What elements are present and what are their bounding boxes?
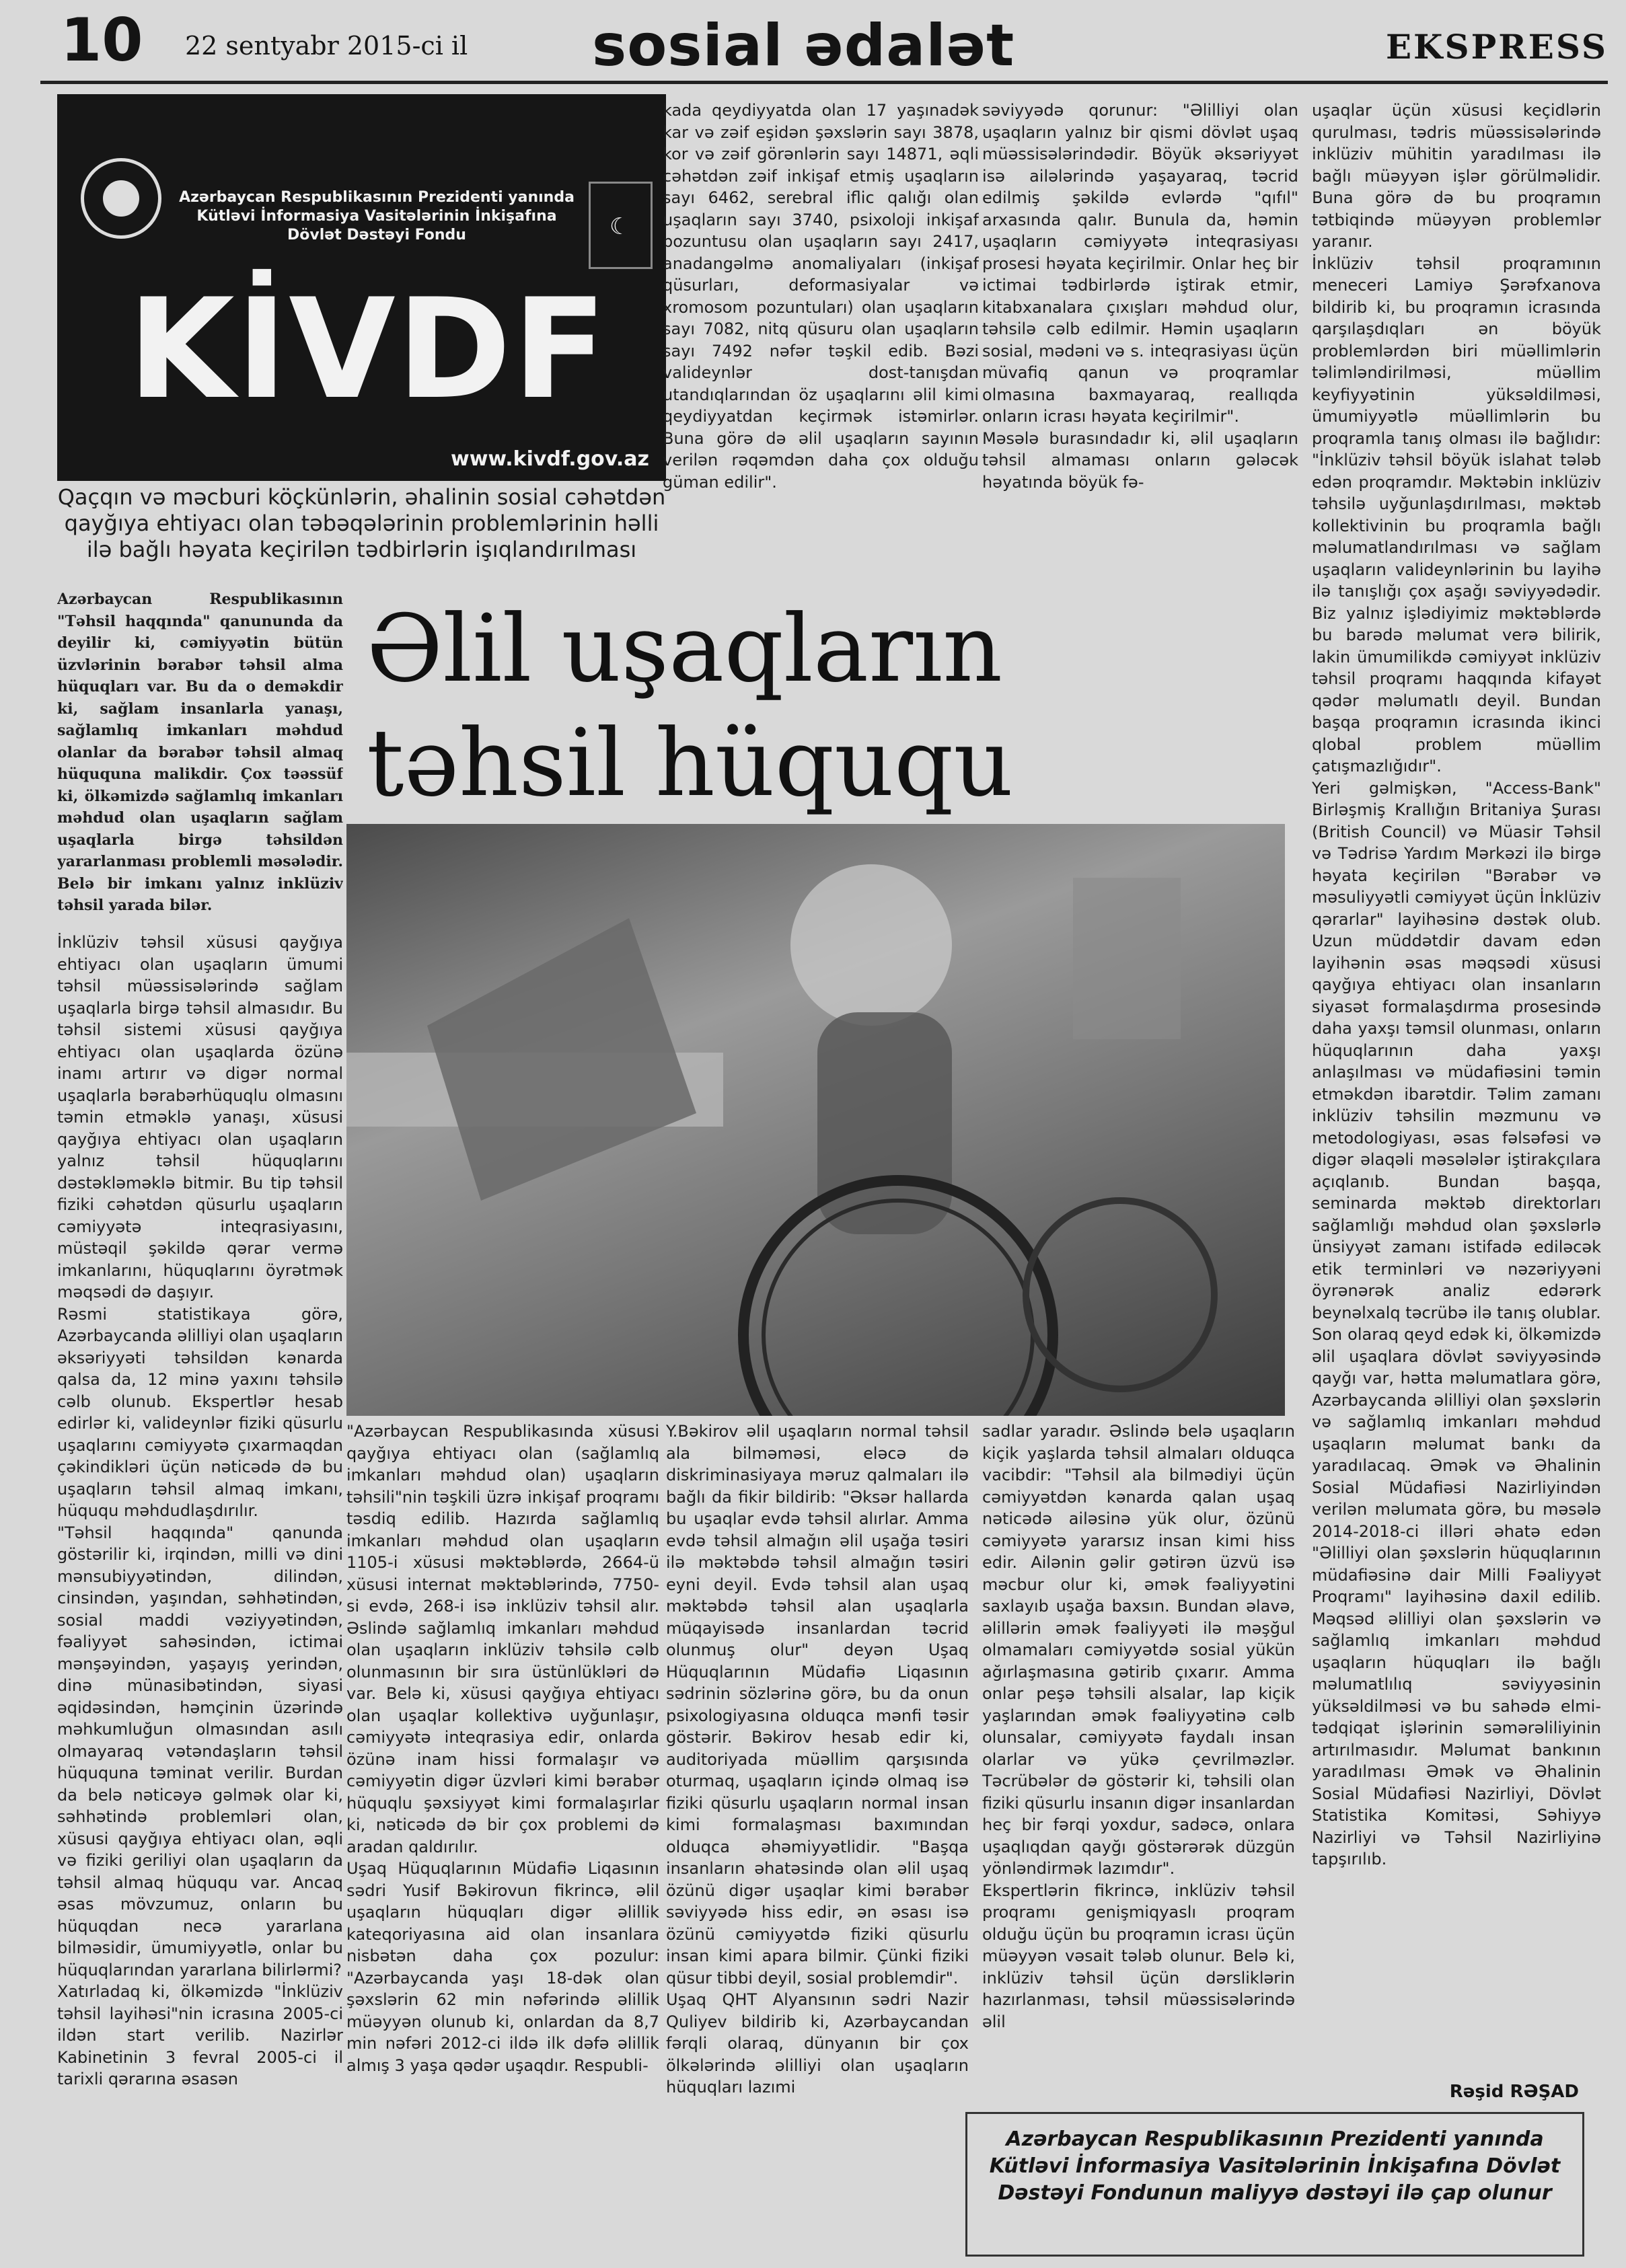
article-column-3b-bottom: sadlar yaradır. Əslində belə uşaqların kiçik yaşlarda təhsil almaları olduqca vacibdir: "Təhsil ala bilmədiyi üçün cəmiyyətdən kənarda qalan uşaq nəticədə ailəsinə yük olur, özünü cəmiyyətə yararsız insan kimi hiss edir. Ailənin gəlir gətirən üzvü isə məcbur olur ki, əmək fəaliyyətini saxlayıb uşağa baxsın. Bundan əlavə, əlillərin əmək fəaliyyəti ilə məşğul olmamaları cəmiyyətdə sosial yükün ağırlaşmasına gətirib çıxarır. Amma onlar peşə təhsili alsalar, lap kiçik yaşlarından əmək fəaliyyətinə cəlb olunsalar, cəmiyyətə faydalı insan olarlar və yükə çevrilməzlər. Təcrübələr də göstərir ki, təhsili olan fiziki qüsurlu insanın digər insanlardan heç bir fərqi yoxdur, sadəcə, onlara uşaqlıqdan qayğı göstərərək düzgün yönləndirmək lazımdır". Ekspertlərin fikrincə, inklüziv təhsil proqramı genişmiqyaslı proqram olduğu üçün bu proqramın icrası üçün müəyyən vəsait tələb olunur. Belə ki, inklüziv təhsil üçün dərsliklərin hazırlanması, təhsil müəssisələrində əlil — [982, 1422, 1295, 2031]
sponsor-org-line2: Kütləvi İnformasiya Vasitələrinin İnkişafına — [196, 208, 557, 225]
article-column-1: İnklüziv təhsil xüsusi qayğıya ehtiyacı olan uşaqların ümumi təhsil müəssisələrində sağlam uşaqlarla birgə təhsil almasıdır. Bu təhsil sistemi xüsusi qayğıya ehtiyacı olan uşaqlarda özünə inamı artırır və digər normal uşaqlarla bərabərhüquqlu olmasını təmin etməklə yanaşı, xüsusi qayğıya ehtiyacı olan uşaqların yalnız təhsil hüquqlarını dəstəkləməklə bitmir. Bu tip təhsil fiziki cəhətdən qüsurlu uşaqların cəmiyyətə inteqrasiyasını, müstəqil şəkildə qərar vermə imkanlarını, hüquqlarını öyrətmək məqsədi də daşıyır. Rəsmi statistikaya görə, Azərbaycanda əlilliyi olan uşaqların əksəriyyəti təhsildən kənarda qalsa da, 12 minə yaxını təhsilə cəlb olunub. Ekspertlər hesab edirlər ki, valideynlər fiziki qüsurlu uşaqlarını cəmiyyətə çıxarmaqdan çəkindikləri üçün nəticədə də bu uşaqların təhsil almaq imkanı, hüququ məhdudlaşdırılır. "Təhsil haqqında" qanunda göstərilir ki, irqindən, milli və dini mənsubiyyətindən, dilindən, cinsindən, yaşından, səhhətindən, sosial maddi vəziyyətindən, fəaliyyət sahəsindən, ictimai mənşəyindən, yaşayış yerindən, dinə münasibətindən, siyasi əqidəsindən, həmçinin üzərində məhkumluğun olmasından asılı olmayaraq vətəndaşların təhsil hüququna təminat verilir. Burdan da belə nəticəyə gəlmək olar ki, səhhətində problemləri olan, xüsusi qayğıya ehtiyacı olan, əqli və fiziki geriliyi olan uşaqların da təhsil almaq hüququ var. Ancaq əsas mövzumuz, onların bu hüquqdan necə yararlana bilməsidir, ümumiyyətlə, onlar bu hüquqlarından yararlana bilirlərmi? Xatırladaq ki, ölkəmizdə "İnklüziv təhsil layihəsi"nin icrasına 2005-ci ildən start verilib. Nazirlər Kabinetinin 3 fevral 2005-ci il tarixli qərarına əsasən — [57, 933, 343, 2088]
flag-icon: ☾ — [589, 182, 653, 269]
article-column-4: uşaqlar üçün xüsusi keçidlərin qurulması, tədris müəssisələrində inklüziv mühitin yaradılması ilə bağlı müəyyən işlər görülməlidir. Buna görə də bu proqramın tətbiqində müəyyən problemlər yaranır. İnklüziv təhsil proqramının meneceri Lamiyə Şərəfxanova bildirib ki, bu proqramın icrasında qarşılaşdıqları ən böyük problemlərdən biri müəllimlərin təlimləndirilməsi, müəllim keyfiyyətinin yüksəldilməsi, ümumiyyətlə müəllimlərin bu proqramla tanış olması ilə bağlıdır: "İnklüziv təhsil böyük islahat tələb edən proqramdır. Məktəbin inklüziv təhsilə uyğunlaşdırılması, məktəb kollektivinin bu proqramla bağlı məlumatlandırılması və sağlam uşaqların valideynlərinin bu layihə ilə tanışlığı çox aşağı səviyyədədir. Biz yalnız işlədiyimiz məktəblərdə bu barədə məlumat verə bilirik, lakin ümumilikdə cəmiyyət inklüziv təhsil proqramı haqqında kifayət qədər məlumatlı deyil. Bundan başqa proqramın icrasında ikinci qlobal problem müəllim çatışmazlığıdır". Yeri gəlmişkən, "Access-Bank" Birləşmiş Krallığın Britaniya Şurası (British Council) və Müasir Təhsil və Tədrisə Yardım Mərkəzi ilə birgə həyata keçirilən "Bərabər və məsuliyyətli cəmiyyət üçün İnklüziv qərarlar" layihəsinə dəstək olub. Uzun müddətdir davam edən layihənin əsas məqsədi xüsusi qayğıya ehtiyacı olan insanların siyasət formalaşdırma prosesində daha yaxşı təmsil olunması, onların hüquqlarının daha yaxşı anlaşılması və müdafiəsini təmin etməkdən ibarətdir. Təlim zamanı inklüziv təhsilin məzmunu və metodologiyası, əsas fəlsəfəsi və digər əlaqəli məsələlər iştirakçılara açıqlanıb. Bundan başqa, seminarda məktəb direktorları sağlamlığı məhdud olan şəxslərlə ünsiyyət zamanı istifadə ediləcək etik terminləri və nəzəriyyəni öyrənərək analiz edərərk beynəlxalq təcrübə ilə tanış olublar. Son olaraq qeyd edək ki, ölkəmizdə əlil uşaqlara dövlət səviyyəsində qayğı var, hətta məlumatlara görə, Azərbaycanda əlilliyi olan şəxslərin və sağlamlıq imkanları məhdud uşaqların məlumat bankı da yaradılacaq. Əmək və Əhalinin Sosial Müdafiəsi Nazirliyindən verilən məlumata görə, bu məsələ 2014-2018-ci illəri əhatə edən "Əlilliyi olan şəxslərin hüquqlarının müdafiəsinə dair Milli Fəaliyyət Proqramı" layihəsinə daxil edilib. Məqsəd əlilliyi olan şəxslərin və sağlamlıq imkanları məhdud uşaqların hüquqları ilə bağlı məlumatlılıq səviyyəsinin yüksəldilməsi və bu sahədə elmi-tədqiqat işlərinin səmərəliliyinin artırılmasıdır. Məlumat bankının yaradılması Əmək və Əhalinin Sosial Müdafiəsi Nazirliyi, Dövlət Statistika Komitəsi, Səhiyyə Nazirliyi və Təhsil Nazirliyinə tapşırılıb. — [1312, 101, 1601, 1868]
issue-date: 22 sentyabr 2015-ci il — [185, 31, 468, 61]
footer-sponsor-note: Azərbaycan Respublikasının Prezidenti yanında Kütləvi İnformasiya Vasitələrinin İnkişafına Dövlət Dəstəyi Fondunun maliyyə dəstəyi ilə çap olunur — [965, 2112, 1584, 2257]
sponsor-acronym: KİVDF — [128, 270, 608, 430]
article-lead: Azərbaycan Respublikasının "Təhsil haqqında" qanununda da deyilir ki, cəmiyyətin bütün üzvlərinin bərabər təhsil alma hüquqları var. Bu da o deməkdir ki, sağlam insanlarla yanaşı, sağlamlıq imkanları məhdud olanlar da bərabər təhsil almaq hüququna malikdir. Çox təəssüf ki, ölkəmizdə sağlamlıq imkanları məhdud olan uşaqların sağlam uşaqlarla birgə təhsildən yararlanması problemli məsələdir. Belə bir imkanı yalnız inklüziv təhsil yarada bilər. — [57, 591, 343, 914]
article-headline: Əlil uşaqların təhsil hüququ — [367, 595, 1014, 817]
article-column-3-bottom: Y.Bəkirov əlil uşaqların normal təhsil ala bilməməsi, eləcə də diskriminasiyaya məruz qalmaları ilə bağlı da fikir bildirib: "Əksər hallarda bu uşaqlar evdə təhsil alırlar. Amma evdə təhsil almağın əlil uşağa təsiri ilə məktəbdə təhsil almağın təsiri eyni deyil. Evdə təhsil alan uşaq məktəbdə təhsil alan uşaqlarla müqayisədə insanlardan təcrid olunmuş olur" deyən Uşaq Hüquqlarının Müdafiə Liqasının sədrinin sözlərinə görə, bu da onun psixologiyasına olduqca mənfi təsir göstərir. Bəkirov hesab edir ki, auditoriyada müəllim qarşısında oturmaq, uşaqların içində olmaq isə fiziki qüsurlu uşaqların normal insan kimi formalaşması baxımından olduqca əhəmiyyətlidir. "Başqa insanların əhatəsində olan əlil uşaq özünü digər uşaqlar kimi bərabər səviyyədə hiss edir, ən əsası isə özünü cəmiyyətdə fiziki qüsurlu insan kimi apara bilmir. Çünki fiziki qüsur tibbi deyil, sosial problemdir". Uşaq QHT Alyansının sədri Nazir Quliyev bildirib ki, Azərbaycandan fərqli olaraq, dünyanın bir çox ölkələrində əlilliyi olan uşaqların hüquqları lazımi — [666, 1422, 969, 2096]
article-column-2-bottom: "Azərbaycan Respublikasında xüsusi qayğıya ehtiyacı olan (sağlamlıq imkanları məhdud olan) uşaqların təhsili"nin təşkili üzrə inkişaf proqramı təsdiq edilib. Hazırda sağlamlıq imkanları məhdud olan uşaqların 1105-i xüsusi məktəblərdə, 2664-ü xüsusi internat məktəblərində, 7750-si evdə, 268-i isə inklüziv təhsil alır. Əslində sağlamlıq imkanları məhdud olan uşaqların inklüziv təhsilə cəlb olunmasının bir sıra üstünlükləri də var. Belə ki, xüsusi qayğıya ehtiyacı olan uşaqlar kollektivə uyğunlaşır, cəmiyyətə inteqrasiya edir, onlarda özünə inam hissi formalaşır və cəmiyyətin digər üzvləri kimi bərabər hüquqlu şəxsiyyət kimi formalaşırlar ki, nəticədə də bir çox problemi də aradan qaldırılır. Uşaq Hüquqlarının Müdafiə Liqasının sədri Yusif Bəkirovun fikrincə, əlil uşaqların hüquqları digər əlillik kateqoriyasına aid olan insanlara nisbətən daha çox pozulur: "Azərbaycanda yaşı 18-dək olan şəxslərin 62 min nəfərində əlillik müəyyən olunub ki, onlardan da 8,7 min nəfəri 2012-ci ildə ilk dəfə əlillik almış 3 yaşa qədər uşaqdır. Respubli- — [346, 1422, 659, 2075]
sponsor-org-name — [175, 188, 579, 245]
article-column-3-top: səviyyədə qorunur: "Əlilliyi olan uşaqların yalnız bir qismi dövlət uşaq müəssisələrindədir. Böyük əksəriyyət isə ailələrində yaşayaraq, təcrid edilmiş şəkildə evlərdə "qıfıl" arxasında qalır. Bunula da, həmin uşaqların cəmiyyətə inteqrasiyası prosesi həyata keçirilmir. Onlar heç bir ictimai tədbirlərdə iştirak etmir, kitabxanalara çıxışları məhdud olur, təhsilə cəlb edilmir. Həmin uşaqların sosial, mədəni və s. inteqrasiyası üçün müvafiq qanun və proqramlar olmasına baxmayaraq, reallıqda onların icrası həyata keçirilmir". Məsələ burasındadır ki, əlil uşaqların təhsil almaması onların gələcək həyatında böyük fə- — [982, 101, 1298, 492]
sponsor-tagline: Qaçqın və məcburi köçkünlərin, əhalinin sosial cəhətdən qayğıya ehtiyacı olan təbəqələrinin problemlərinin həlli ilə bağlı həyata keçirilən tədbirlərin işıqlandırılması — [57, 484, 666, 562]
article-photo — [346, 824, 1285, 1416]
sponsor-logo-block — [57, 94, 666, 481]
sponsor-url: www.kivdf.gov.az — [451, 447, 649, 471]
article-author: Rəşid RƏŞAD — [1449, 2082, 1579, 2102]
page-header — [40, 7, 1608, 84]
page-number: 10 — [61, 5, 143, 75]
section-title: sosial ədalət — [592, 12, 1015, 79]
state-emblem-icon — [81, 158, 161, 239]
sponsor-org-line1: Azərbaycan Respublikasının Prezidenti yanında — [179, 189, 575, 206]
photo-illustration — [346, 824, 1285, 1416]
newspaper-brand: EKSPRESS — [1385, 27, 1608, 67]
article-column-2-top: kada qeydiyyatda olan 17 yaşınadək kar və zəif eşidən şəxslərin sayı 3878, kor və zəif görənlərin sayı 14871, əqli cəhətdən zəif inkişaf etmiş uşaqların sayı 6462, serebral iflic qalığı olan uşaqların sayı 3740, psixoloji inkişaf pozuntusu olan uşaqların sayı 2417, anadangəlmə anomaliyaları (inkişaf qüsurları, deformasiyalar və xromosom pozuntuları) olan uşaqların sayı 7082, nitq qüsuru olan uşaqların sayı 7492 nəfər təşkil edib. Bəzi valideynlər dost-tanışdan utandıqlarından öz uşaqlarını əlil kimi qeydiyyatdan keçirmək istəmirlər. Buna görə də əlil uşaqların sayının verilən rəqəmdən daha çox olduğu güman edilir". — [663, 101, 979, 492]
sponsor-org-line3: Dövlət Dəstəyi Fondu — [287, 227, 466, 243]
